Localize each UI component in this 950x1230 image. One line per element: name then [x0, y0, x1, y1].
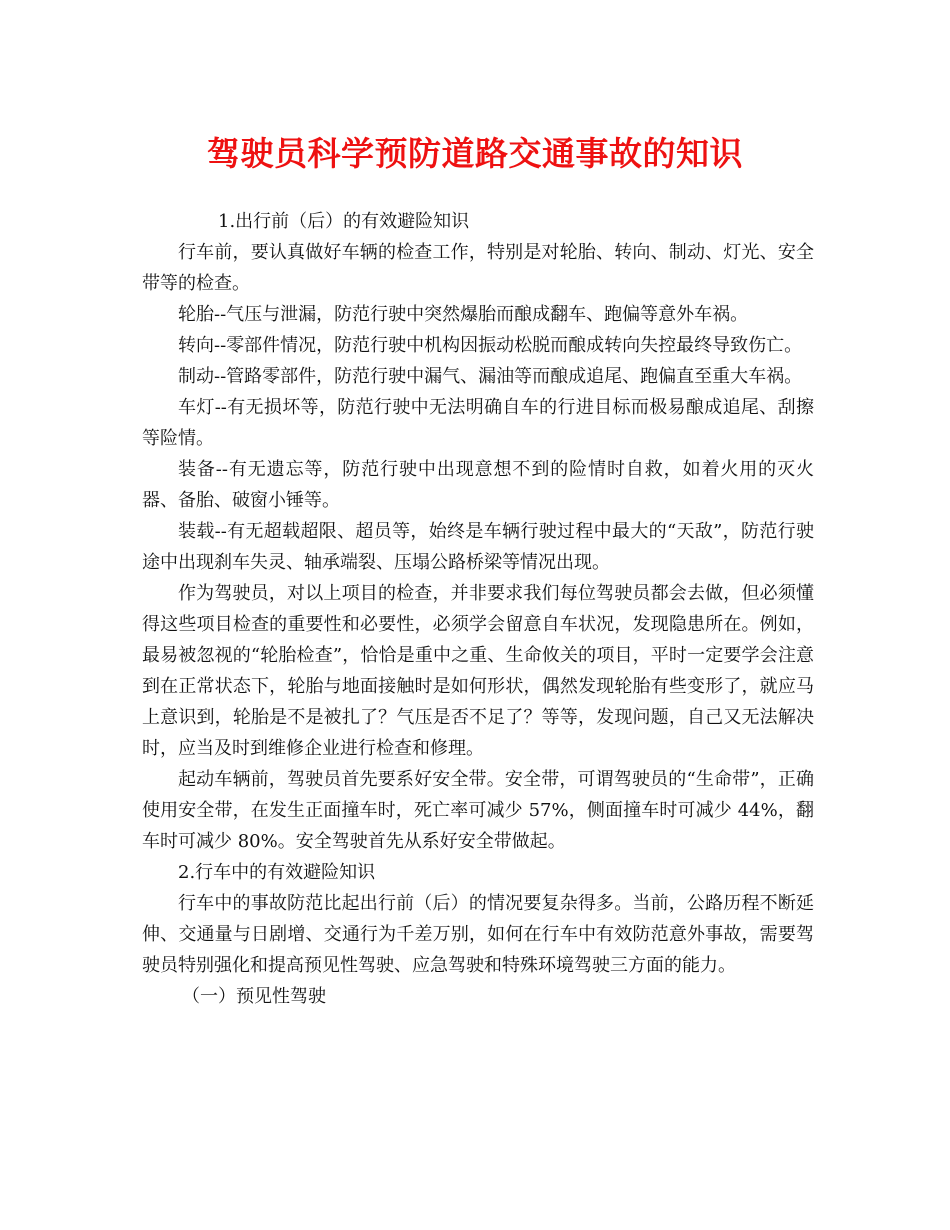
paragraph: 起动车辆前，驾驶员首先要系好安全带。安全带，可谓驾驶员的“生命带”，正确使用安全带，在发生正面撞车时，死亡率可减少 57%，侧面撞车时可减少 44%，翻车时可减少 80%。安全驾驶首先从系好安全带做起。 — [142, 769, 814, 852]
paragraph: 装备--有无遗忘等，防范行驶中出现意想不到的险情时自救，如着火用的灭火器、备胎、破窗小锤等。 — [142, 459, 814, 511]
subsection-heading: （一）预见性驾驶 — [182, 986, 326, 1007]
paragraph: 行车前，要认真做好车辆的检查工作，特别是对轮胎、转向、制动、灯光、安全带等的检查。 — [142, 242, 814, 294]
paragraph: 车灯--有无损坏等，防范行驶中无法明确自车的行进目标而极易酿成追尾、刮擦等险情。 — [142, 397, 814, 449]
document-title: 驾驶员科学预防道路交通事故的知识 — [207, 134, 743, 173]
document-body — [142, 206, 814, 1012]
section-heading-1: 1.出行前（后）的有效避险知识 — [218, 211, 470, 232]
paragraph: 装载--有无超载超限、超员等，始终是车辆行驶过程中最大的“天敌”，防范行驶途中出现刹车失灵、轴承端裂、压塌公路桥梁等情况出现。 — [142, 521, 814, 573]
section-heading-2: 2.行车中的有效避险知识 — [178, 862, 376, 883]
paragraph: 行车中的事故防范比起出行前（后）的情况要复杂得多。当前，公路历程不断延伸、交通量与日剧增、交通行为千差万别，如何在行车中有效防范意外事故，需要驾驶员特别强化和提高预见性驾驶、应急驾驶和特殊环境驾驶三方面的能力。 — [142, 893, 814, 976]
paragraph: 制动--管路零部件，防范行驶中漏气、漏油等而酿成追尾、跑偏直至重大车祸。 — [178, 366, 803, 387]
paragraph: 作为驾驶员，对以上项目的检查，并非要求我们每位驾驶员都会去做，但必须懂得这些项目检查的重要性和必要性，必须学会留意自车状况，发现隐患所在。例如，最易被忽视的“轮胎检查”，恰恰是重中之重、生命攸关的项目，平时一定要学会注意到在正常状态下，轮胎与地面接触时是如何形状，偶然发现轮胎有些变形了，就应马上意识到，轮胎是不是被扎了？气压是否不足了？等等，发现问题，自己又无法解决时，应当及时到维修企业进行检查和修理。 — [142, 583, 814, 759]
paragraph: 轮胎--气压与泄漏，防范行驶中突然爆胎而酿成翻车、跑偏等意外车祸。 — [178, 304, 749, 325]
paragraph: 转向--零部件情况，防范行驶中机构因振动松脱而酿成转向失控最终导致伤亡。 — [178, 335, 803, 356]
